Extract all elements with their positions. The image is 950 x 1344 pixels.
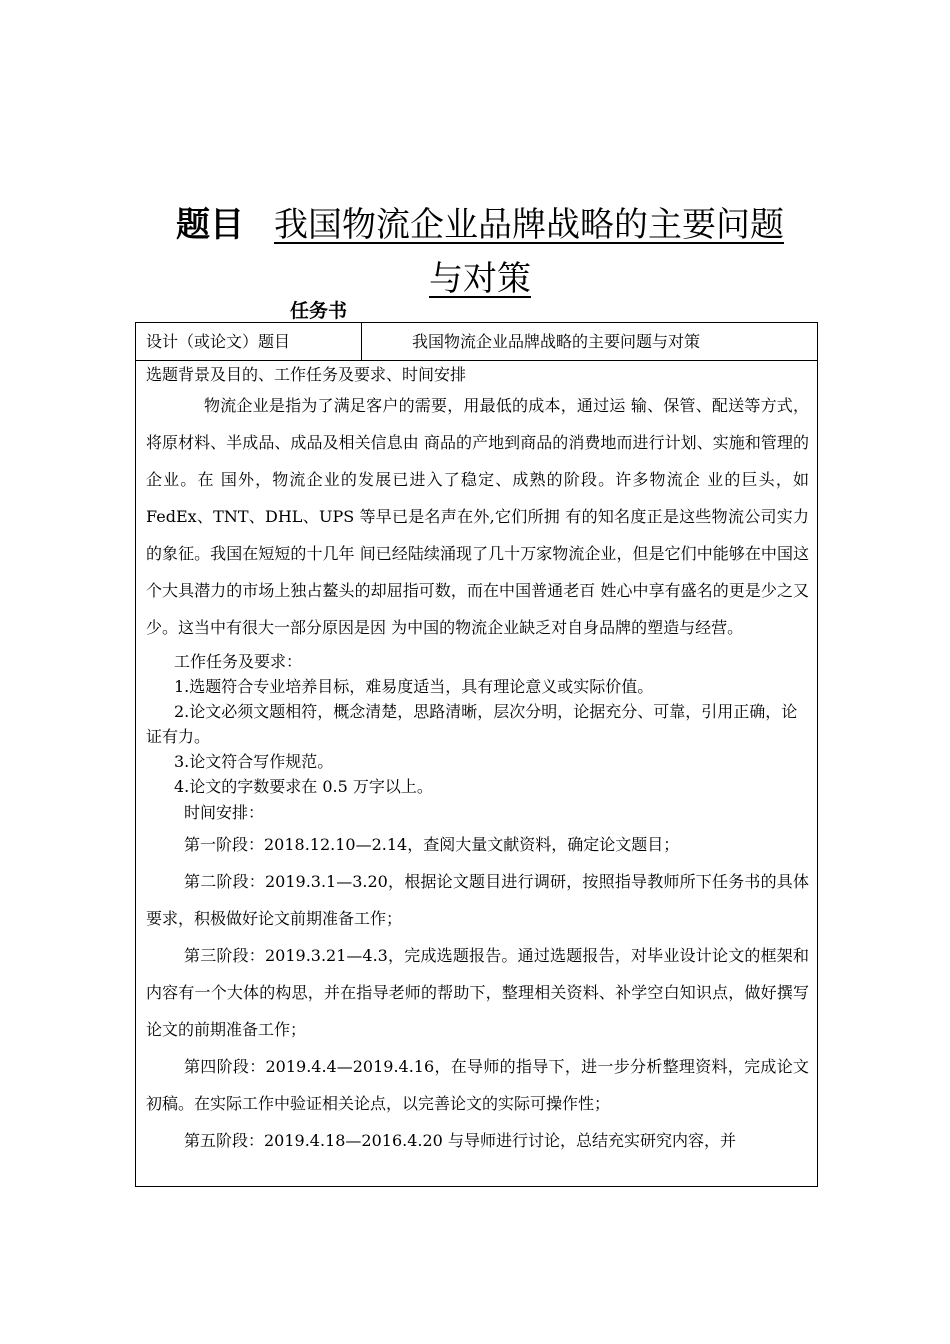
task-book-heading: 任务书: [290, 300, 348, 322]
document-title: [150, 198, 810, 306]
title-label: 题目: [176, 205, 244, 245]
schedule-stage: 第五阶段：2019.4.18—2016.4.20 与导师进行讨论，总结充实研究内容，并: [184, 1131, 736, 1150]
requirement-item: 1.选题符合专业培养目标，难易度适当，具有理论意义或实际价值。: [174, 677, 654, 696]
background-paragraph: 物流企业是指为了满足客户的需要，用最低的成本，通过运 输、保管、配送等方式，将原材料、半成品、成品及相关信息由 商品的产地到商品的消费地而进行计划、实施和管理的企业。在 国外，物流企业的发展已进入了稳定、成熟的阶段。许多物流企 业的巨头，如 FedEx、TNT、DHL、UPS 等早已是名声在外,它们所拥 有的知名度正是这些物流公司实力的象征。我国在短短的十几年 间已经陆续涌现了几十万家物流企业，但是它们中能够在中国这 个大具潜力的市场上独占鳌头的却屈指可数，而在中国普通老百 姓心中享有盛名的更是少之又少。这当中有很大一部分原因是因 为中国的物流企业缺乏对自身品牌的塑造与经营。: [146, 396, 809, 637]
task-table: [135, 322, 818, 1187]
schedule-heading: 时间安排：: [184, 803, 265, 822]
topic-label: 设计（或论文）题目: [136, 323, 362, 360]
title-text-line1: 我国物流企业品牌战略的主要问题: [274, 205, 784, 245]
section-heading: 选题背景及目的、工作任务及要求、时间安排: [146, 365, 467, 384]
title-text-line2: 与对策: [429, 259, 531, 299]
requirement-item: 4.论文的字数要求在 0.5 万字以上。: [174, 777, 433, 796]
requirements-heading: 工作任务及要求：: [174, 652, 303, 671]
schedule-stage: 第一阶段：2018.12.10—2.14，查阅大量文献资料，确定论文题目；: [184, 835, 680, 854]
topic-value: 我国物流企业品牌战略的主要问题与对策: [412, 332, 701, 351]
schedule-stage: 第四阶段：2019.4.4—2019.4.16，在导师的指导下，进一步分析整理资料，完成论文初稿。在实际工作中验证相关论点，以完善论文的实际可操作性；: [146, 1057, 809, 1113]
requirement-item: 3.论文符合写作规范。: [174, 752, 334, 771]
topic-row: [136, 323, 817, 361]
schedule-stage: 第二阶段：2019.3.1—3.20，根据论文题目进行调研，按照指导教师所下任务书的具体要求，积极做好论文前期准备工作；: [146, 872, 809, 928]
requirement-item: 2.论文必须文题相符，概念清楚，思路清晰，层次分明，论据充分、可靠，引用正确，论证有力。: [146, 702, 798, 746]
schedule-stage: 第三阶段：2019.3.21—4.3，完成选题报告。通过选题报告，对毕业设计论文的框架和内容有一个大体的构思，并在指导老师的帮助下，整理相关资料、补学空白知识点，做好撰写论文的前期准备工作；: [146, 946, 809, 1039]
task-body-cell: [136, 361, 817, 1159]
